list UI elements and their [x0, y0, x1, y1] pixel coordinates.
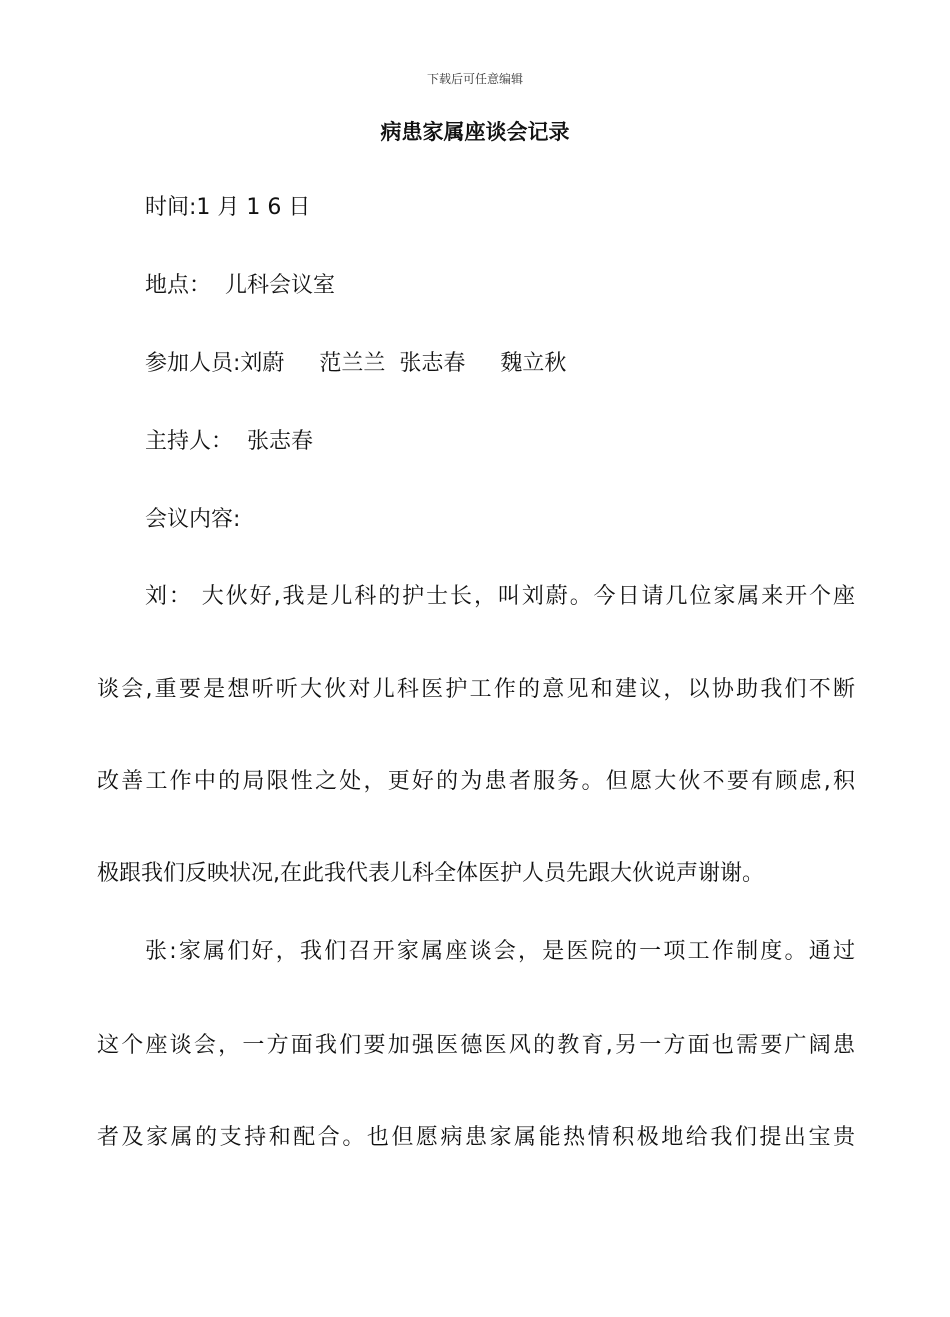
meeting-location: 地点： 儿科会议室 — [145, 273, 335, 298]
paragraph-liu-line-2 — [97, 675, 855, 705]
paragraph-line: 张:家属们好，我们召开家属座谈会，是医院的一项工作制度。通过 — [145, 939, 855, 964]
paragraph-liu-line-3 — [97, 767, 855, 797]
header-note: 下载后可任意编辑 — [426, 72, 523, 86]
meeting-content-label: 会议内容: — [145, 507, 241, 532]
paragraph-zhang-line-2 — [97, 1031, 855, 1061]
meeting-host: 主持人： 张志春 — [145, 429, 313, 454]
paragraph-line: 者及家属的支持和配合。也但愿病患家属能热情积极地给我们提出宝贵 — [97, 1125, 855, 1150]
paragraph-line: 刘： 大伙好,我是儿科的护士长，叫刘蔚。今日请几位家属来开个座 — [145, 584, 855, 609]
paragraph-line: 这个座谈会，一方面我们要加强医德医风的教育,另一方面也需要广阔患 — [97, 1033, 855, 1058]
paragraph-line: 改善工作中的局限性之处，更好的为患者服务。但愿大伙不要有顾虑,积 — [97, 769, 855, 794]
paragraph-line: 极跟我们反映状况,在此我代表儿科全体医护人员先跟大伙说声谢谢。 — [97, 861, 764, 886]
meeting-attendees: 参加人员:刘蔚 范兰兰 张志春 魏立秋 — [145, 351, 567, 376]
paragraph-liu — [97, 582, 855, 612]
paragraph-liu-line-4 — [97, 859, 855, 889]
paragraph-line: 谈会,重要是想听听大伙对儿科医护工作的意见和建议，以协助我们不断 — [97, 677, 855, 702]
meeting-time: 时间:1 月 1 6 日 — [145, 195, 311, 220]
paragraph-zhang — [97, 937, 855, 967]
paragraph-zhang-line-3 — [97, 1123, 855, 1153]
document-title: 病患家属座谈会记录 — [380, 120, 570, 144]
